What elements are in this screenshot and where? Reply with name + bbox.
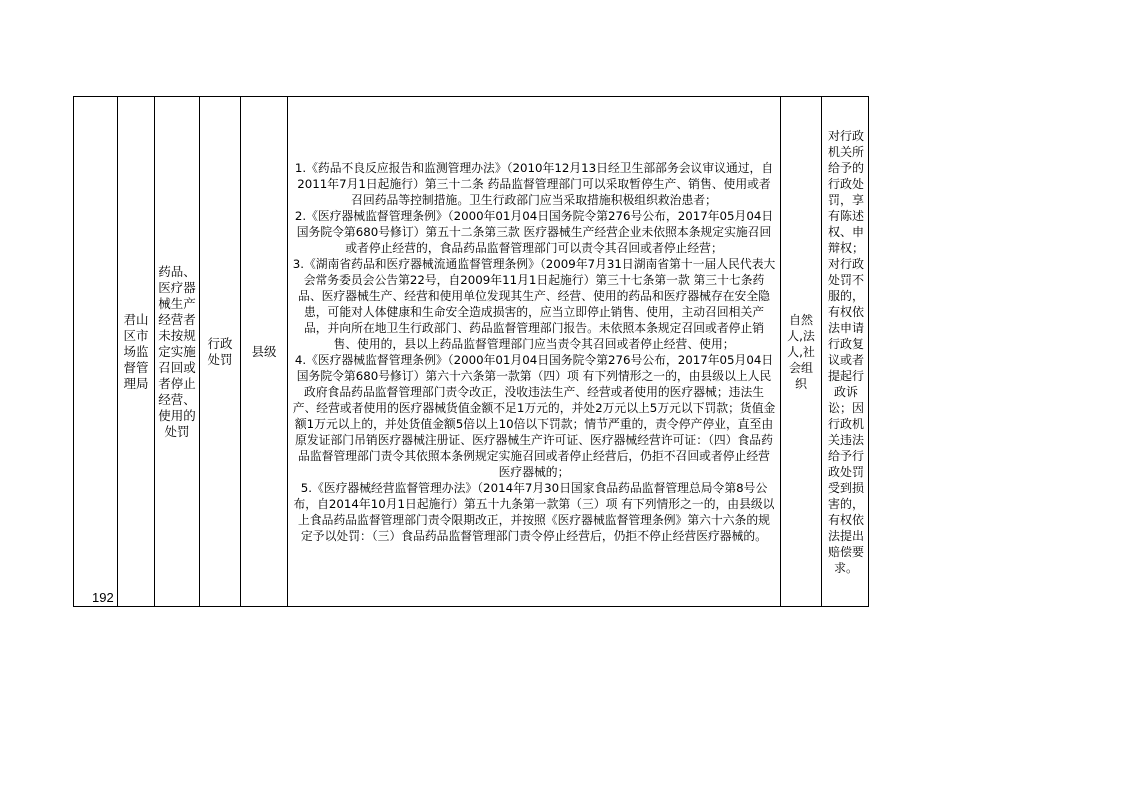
power-category: 行政处罚 bbox=[207, 335, 233, 367]
legal-basis-cell bbox=[288, 97, 781, 606]
counterpart-rights: 对行政机关所给予的行政处罚，享有陈述权、申辩权；对行政处罚不服的，有权依法申请行政复议或者提起行政诉讼；因行政机关违法给予行政处罚受到损害的，有权依法提出赔偿要求。 bbox=[827, 128, 864, 575]
legal-basis-list bbox=[293, 160, 776, 544]
category-cell bbox=[200, 97, 241, 606]
administrative-counterpart: 自然人,法人,社会组织 bbox=[787, 312, 815, 391]
item-cell bbox=[155, 97, 200, 606]
legal-basis-item: 4.《医疗器械监督管理条例》（2000年01月04日国务院令第276号公布，2017年05月04日国务院令第680号修订）第六十六条第一款第（四）项 有下列情形之一的，由县级以上人民政府食品药品监督管理部门责令改正，没收违法生产、经营或者使用的医疗器械；违法生产、经营或者使用的医疗器械货值金额不足1万元的，并处2万元以上5万元以下罚款；货值金额1万元以上的，并处货值金额5倍以上10倍以下罚款；情节严重的，责令停产停业，直至由原发证部门吊销医疗器械注册证、医疗器械生产许可证、医疗器械经营许可证：（四）食品药品监督管理部门责令其依照本条例规定实施召回或者停止经营后，仍拒不召回或者停止经营医疗器械的； bbox=[292, 352, 776, 479]
legal-basis-item: 2.《医疗器械监督管理条例》（2000年01月04日国务院令第276号公布，2017年05月04日国务院令第680号修订）第五十二条第三款 医疗器械生产经营企业未依照本条规定实施召回或者停止经营的，食品药品监督管理部门可以责令其召回或者停止经营； bbox=[294, 208, 774, 255]
legal-basis-item: 5.《医疗器械经营监督管理办法》（2014年7月30日国家食品药品监督管理总局令第8号公布，自2014年10月1日起施行）第五十九条第一款第（三）项 有下列情形之一的，由县级以上食品药品监督管理部门责令限期改正，并按照《医疗器械监督管理条例》第六十六条的规定予以处罚：（三）食品药品监督管理部门责令停止经营后，仍拒不停止经营医疗器械的。 bbox=[293, 480, 775, 543]
row-number: 192 bbox=[92, 590, 114, 605]
rights-cell bbox=[822, 97, 870, 606]
seq-cell bbox=[74, 97, 118, 606]
power-list-table bbox=[73, 96, 869, 607]
implementing-agency: 君山区市场监督管理局 bbox=[123, 311, 149, 391]
level-cell bbox=[241, 97, 288, 606]
power-item-name: 药品、医疗器械生产经营者未按规定实施召回或者停止经营、使用的处罚 bbox=[158, 263, 196, 439]
legal-basis-item: 3.《湖南省药品和医疗器械流通监督管理条例》（2009年7月31日湖南省第十一届人民代表大会常务委员会公告第22号，自2009年11月1日起施行）第三十七条第一款 第三十七条药品、医疗器械生产、经营和使用单位发现其生产、经营、使用的药品和医疗器械存在安全隐患，可能对人体健康和生命安全造成损害的，应当立即停止销售、使用，主动召回相关产品，并向所在地卫生行政部门、药品监督管理部门报告。未依照本条规定召回或者停止销售、使用的，县以上药品监督管理部门应当责令其召回或者停止经营、使用； bbox=[292, 256, 776, 351]
legal-basis-item: 1.《药品不良反应报告和监测管理办法》（2010年12月13日经卫生部部务会议审议通过，自2011年7月1日起施行）第三十二条 药品监督管理部门可以采取暂停生产、销售、使用或者召回药品等控制措施。卫生行政部门应当采取措施积极组织救治患者； bbox=[294, 160, 774, 207]
target-cell bbox=[781, 97, 822, 606]
subject-cell bbox=[118, 97, 155, 606]
exercise-level: 县级 bbox=[251, 343, 277, 359]
